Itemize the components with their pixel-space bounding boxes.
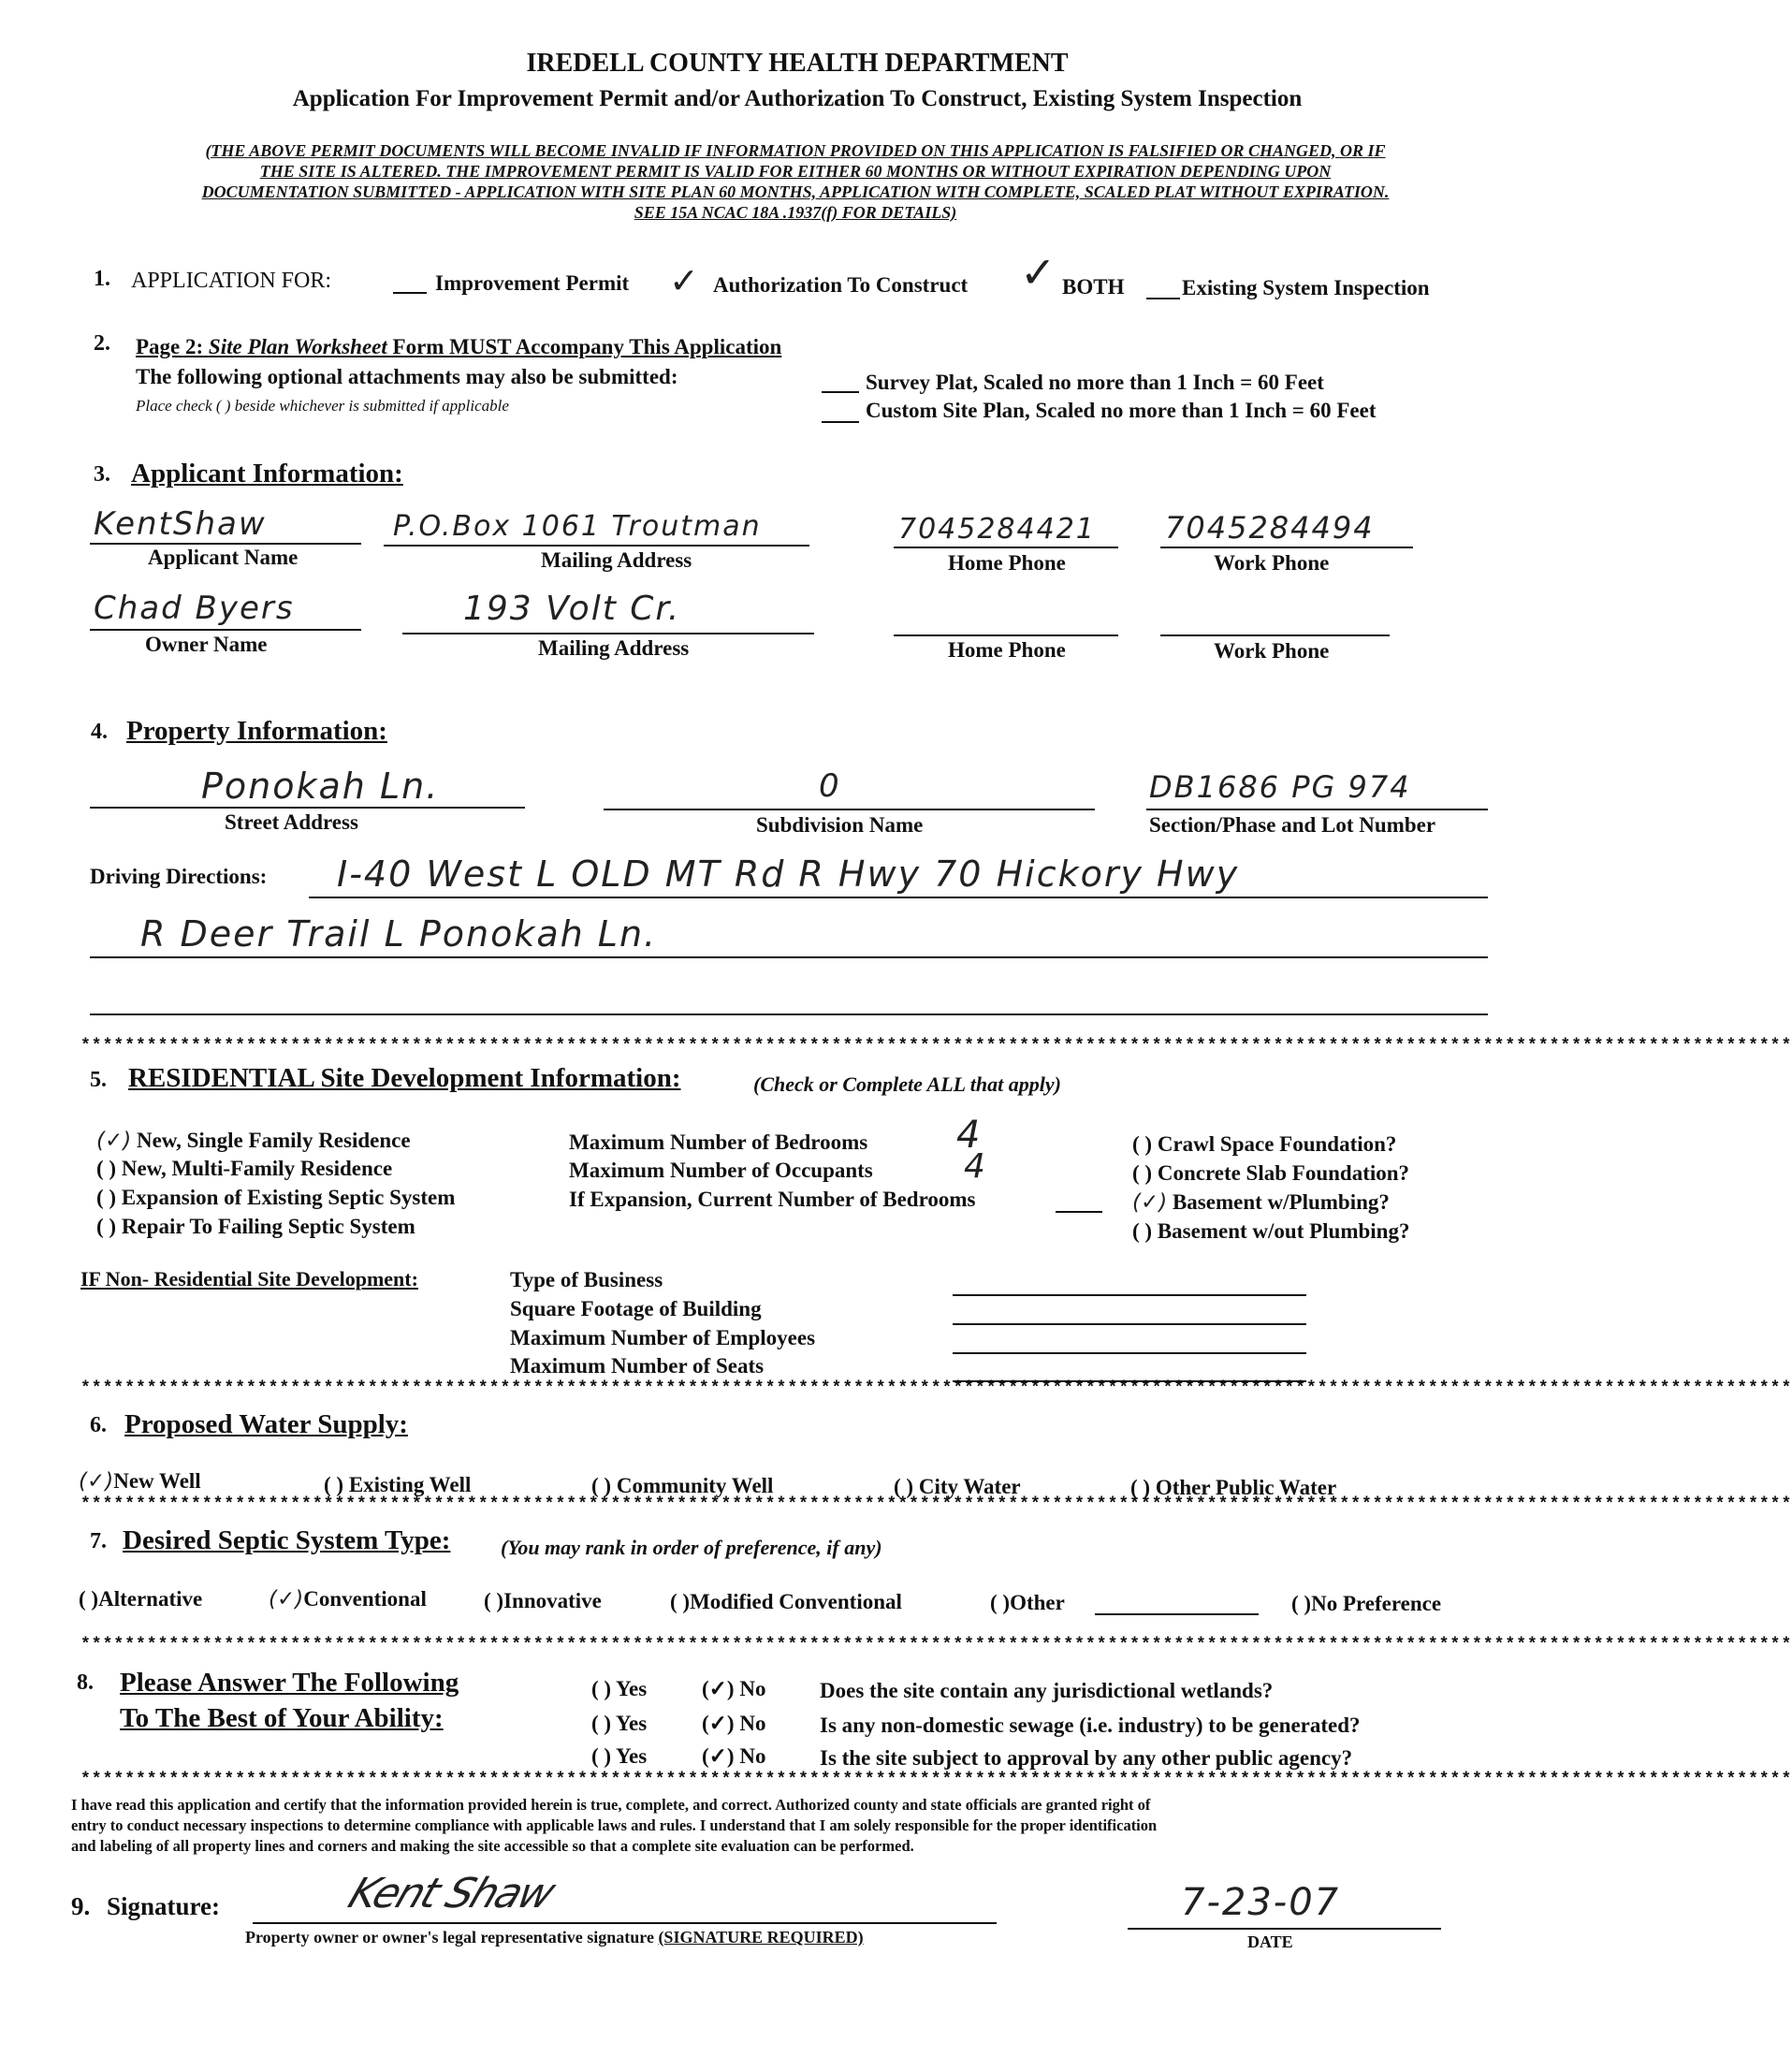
res-label: Repair To Failing Septic System <box>121 1215 415 1238</box>
section7-note: (You may rank in order of preference, if any) <box>501 1536 882 1559</box>
section9-number: 9. <box>71 1892 91 1920</box>
subdivision-label: Subdivision Name <box>756 813 924 837</box>
directions-rule-3 <box>90 1013 1488 1015</box>
check-authorization[interactable]: ✓ <box>669 260 701 301</box>
blank-improvement-permit[interactable] <box>393 292 427 294</box>
owner-name-value[interactable]: Chad Byers <box>94 590 295 627</box>
water-label: Other Public Water <box>1155 1476 1337 1499</box>
res-option-repair[interactable] <box>96 1215 415 1239</box>
option-both: BOTH <box>1062 275 1125 299</box>
owner-work-phone-line[interactable] <box>1160 634 1390 636</box>
water-mark: (✓) <box>79 1469 114 1494</box>
street-address-line <box>90 807 525 809</box>
separator: *********************************************************************************************************************************************************** <box>80 1771 1792 1789</box>
septic-mark: ( ) <box>79 1587 99 1611</box>
applicant-mailing-line <box>384 545 809 547</box>
septic-label: No Preference <box>1311 1592 1442 1615</box>
res-mark: ( ) <box>96 1186 117 1209</box>
water-mark: ( ) <box>894 1475 914 1498</box>
nonres-label: IF Non- Residential Site Development: <box>80 1267 418 1290</box>
warning-block <box>75 140 1516 223</box>
separator: *********************************************************************************************************************************************************** <box>80 1037 1792 1056</box>
warning-line: THE SITE IS ALTERED. THE IMPROVEMENT PERMIT IS VALID FOR EITHER 60 MONTHS OR WITHOUT EXPIRATION DEPENDING UPON <box>259 162 1332 181</box>
section4-number: 4. <box>91 720 108 744</box>
section5-number: 5. <box>90 1068 107 1092</box>
street-address-label: Street Address <box>225 810 358 834</box>
directions-rule-1 <box>309 897 1488 898</box>
applicant-work-phone-line <box>1160 547 1413 548</box>
check-both[interactable]: ✓ <box>1020 247 1058 298</box>
owner-home-phone-label: Home Phone <box>948 638 1066 662</box>
water-label: City Water <box>918 1475 1021 1498</box>
section-lot-line <box>1146 809 1488 810</box>
section4-heading: Property Information: <box>126 716 387 746</box>
foundation-label: Crawl Space Foundation? <box>1157 1132 1397 1156</box>
date-value[interactable]: 7-23-07 <box>1181 1881 1341 1924</box>
applicant-home-phone-line <box>894 547 1118 548</box>
subdivision-value[interactable]: 0 <box>819 767 841 805</box>
water-label: New Well <box>113 1469 201 1493</box>
septic-mark: ( ) <box>990 1591 1011 1614</box>
res-option-multi-family[interactable] <box>96 1157 392 1181</box>
signature-line <box>253 1922 997 1924</box>
blank-existing-system[interactable] <box>1146 298 1180 299</box>
water-existing-well[interactable] <box>324 1473 471 1497</box>
q1-no[interactable]: (✓) No <box>702 1677 766 1700</box>
section3-heading: Applicant Information: <box>131 459 403 488</box>
septic-no-preference[interactable] <box>1291 1592 1441 1616</box>
driving-directions-line1[interactable]: I-40 West L OLD MT Rd R Hwy 70 Hickory Hwy <box>337 853 1240 895</box>
res-label: New, Multi-Family Residence <box>121 1157 393 1180</box>
section1-label: APPLICATION FOR: <box>131 269 332 293</box>
res-mark: (✓) <box>96 1129 132 1153</box>
owner-name-line <box>90 629 361 631</box>
septic-mark: ( ) <box>484 1589 504 1612</box>
option-improvement-permit: Improvement Permit <box>435 271 630 295</box>
septic-other[interactable] <box>990 1591 1065 1615</box>
applicant-work-phone-value[interactable]: 7045284494 <box>1165 510 1375 546</box>
attachments-note: Place check ( ) beside whichever is submitted if applicable <box>136 397 509 415</box>
septic-mark: (✓) <box>269 1587 304 1611</box>
septic-alternative[interactable] <box>79 1587 202 1611</box>
attachments-intro: The following optional attachments may also be submitted: <box>136 365 678 388</box>
signature-caption-text: Property owner or owner's legal representative signature <box>245 1928 659 1947</box>
q3-text: Is the site subject to approval by any other public agency? <box>820 1746 1353 1770</box>
q2-no[interactable]: (✓) No <box>702 1712 766 1735</box>
option-existing-system-inspection: Existing System Inspection <box>1182 276 1430 299</box>
septic-label: Other <box>1010 1591 1065 1614</box>
nonres-max-seats: Maximum Number of Seats <box>510 1354 765 1378</box>
foundation-mark: ( ) <box>1132 1161 1153 1185</box>
separator: *********************************************************************************************************************************************************** <box>80 1636 1792 1655</box>
section6-heading: Proposed Water Supply: <box>124 1409 408 1439</box>
attachment-survey-plat: Survey Plat, Scaled no more than 1 Inch = 60 Feet <box>866 371 1324 394</box>
signature-caption <box>245 1928 864 1947</box>
directions-rule-2 <box>90 956 1488 958</box>
warning-line: SEE 15A NCAC 18A .1937(f) FOR DETAILS) <box>634 203 957 222</box>
date-line <box>1128 1928 1441 1930</box>
nonres-blank-3[interactable] <box>953 1352 1306 1354</box>
septic-other-blank[interactable] <box>1095 1613 1259 1615</box>
section6-number: 6. <box>90 1413 107 1437</box>
water-label: Existing Well <box>348 1473 472 1496</box>
owner-mailing-line <box>402 633 814 634</box>
max-occupants-value[interactable]: 4 <box>964 1147 987 1186</box>
foundation-crawl-space[interactable] <box>1132 1132 1396 1157</box>
applicant-work-phone-label: Work Phone <box>1214 551 1330 575</box>
res-option-expansion[interactable] <box>96 1186 455 1210</box>
option-authorization-to-construct: Authorization To Construct <box>713 273 969 297</box>
section3-number: 3. <box>94 462 110 487</box>
section2-heading-prefix: Page 2: <box>136 335 209 358</box>
section2-heading-suffix: Form MUST Accompany This Application <box>386 335 782 358</box>
foundation-label: Basement w/Plumbing? <box>1172 1190 1390 1214</box>
septic-label: Alternative <box>98 1587 203 1611</box>
septic-modified-conventional[interactable] <box>670 1590 902 1614</box>
max-bedrooms-label: Maximum Number of Bedrooms <box>569 1130 868 1154</box>
warning-line: DOCUMENTATION SUBMITTED - APPLICATION WITH SITE PLAN 60 MONTHS, APPLICATION WITH COMPLETE, SCALED PLAT WITHOUT EXPIRATION. <box>201 182 1390 201</box>
q2-text: Is any non-domestic sewage (i.e. industry) to be generated? <box>820 1713 1361 1737</box>
owner-work-phone-label: Work Phone <box>1214 639 1330 663</box>
owner-name-label: Owner Name <box>145 633 268 656</box>
foundation-basement-plumbing[interactable] <box>1132 1190 1390 1215</box>
signature-label: Signature: <box>107 1892 221 1920</box>
max-occupants-label: Maximum Number of Occupants <box>569 1159 873 1182</box>
separator: *********************************************************************************************************************************************************** <box>80 1379 1792 1398</box>
nonres-square-footage: Square Footage of Building <box>510 1297 762 1320</box>
septic-label: Modified Conventional <box>690 1590 902 1613</box>
nonres-blank-1[interactable] <box>953 1294 1306 1296</box>
water-mark: ( ) <box>324 1473 344 1496</box>
foundation-mark: (✓) <box>1132 1190 1168 1215</box>
res-mark: ( ) <box>96 1157 117 1180</box>
owner-mailing-label: Mailing Address <box>538 636 690 660</box>
foundation-mark: ( ) <box>1132 1219 1153 1243</box>
attachment-custom-site-plan: Custom Site Plan, Scaled no more than 1 Inch = 60 Feet <box>866 399 1377 422</box>
section2-heading-italic: Site Plan Worksheet <box>208 335 387 358</box>
foundation-mark: ( ) <box>1132 1132 1153 1156</box>
applicant-mailing-value[interactable]: P.O.Box 1061 Troutman <box>393 510 762 543</box>
septic-conventional[interactable] <box>269 1587 427 1611</box>
owner-home-phone-line[interactable] <box>894 634 1118 636</box>
nonres-max-employees: Maximum Number of Employees <box>510 1326 816 1349</box>
water-label: Community Well <box>616 1474 774 1497</box>
certification-text <box>71 1795 1157 1857</box>
septic-mark: ( ) <box>1291 1592 1312 1615</box>
applicant-home-phone-value[interactable]: 7045284421 <box>898 513 1096 546</box>
section8-heading-line1: Please Answer The Following <box>120 1668 459 1698</box>
section7-number: 7. <box>90 1529 107 1553</box>
q3-yes[interactable]: ( ) Yes <box>591 1744 648 1768</box>
q1-text: Does the site contain any jurisdictional wetlands? <box>820 1679 1274 1702</box>
separator: *********************************************************************************************************************************************************** <box>80 1495 1792 1514</box>
q1-yes[interactable]: ( ) Yes <box>591 1677 648 1700</box>
section8-number: 8. <box>77 1670 94 1695</box>
certification-line: and labeling of all property lines and corners and making the site accessible so that a complete site evaluation can be performed. <box>71 1837 914 1855</box>
q2-yes[interactable]: ( ) Yes <box>591 1712 648 1735</box>
foundation-concrete-slab[interactable] <box>1132 1161 1409 1186</box>
applicant-name-label: Applicant Name <box>148 546 299 569</box>
expansion-bedrooms-label: If Expansion, Current Number of Bedrooms <box>569 1188 976 1211</box>
warning-line: (THE ABOVE PERMIT DOCUMENTS WILL BECOME INVALID IF INFORMATION PROVIDED ON THIS APPLICATION IS FALSIFIED OR CHANGED, OR IF <box>205 141 1386 160</box>
street-address-value[interactable]: Ponokah Ln. <box>201 766 440 807</box>
res-mark: ( ) <box>96 1215 117 1238</box>
section2-heading <box>136 335 781 359</box>
nonres-type-of-business: Type of Business <box>510 1268 663 1291</box>
septic-innovative[interactable] <box>484 1589 602 1613</box>
water-mark: ( ) <box>591 1474 612 1497</box>
section-lot-label: Section/Phase and Lot Number <box>1149 813 1436 837</box>
expansion-bedrooms-blank[interactable] <box>1056 1211 1102 1213</box>
signature-value[interactable]: Kent Shaw <box>342 1870 561 1917</box>
q3-no[interactable]: (✓) No <box>702 1744 766 1768</box>
applicant-home-phone-label: Home Phone <box>948 551 1066 575</box>
certification-line: entry to conduct necessary inspections to determine compliance with applicable laws and rules. I understand that I am solely responsible for the proper identification <box>71 1816 1158 1834</box>
section2-number: 2. <box>94 331 110 356</box>
water-mark: ( ) <box>1130 1476 1151 1499</box>
res-option-single-family[interactable] <box>96 1129 411 1153</box>
foundation-label: Basement w/out Plumbing? <box>1157 1219 1410 1243</box>
section-lot-value[interactable]: DB1686 PG 974 <box>1149 769 1411 805</box>
applicant-name-value[interactable]: KentShaw <box>94 505 267 543</box>
septic-label: Conventional <box>303 1587 427 1611</box>
signature-required: (SIGNATURE REQUIRED) <box>658 1928 864 1947</box>
nonres-blank-2[interactable] <box>953 1323 1306 1325</box>
section5-heading: RESIDENTIAL Site Development Information: <box>128 1063 681 1093</box>
applicant-mailing-label: Mailing Address <box>541 548 692 572</box>
foundation-basement-no-plumbing[interactable] <box>1132 1219 1409 1244</box>
form-subtitle: Application For Improvement Permit and/or Authorization To Construct, Existing System Inspection <box>292 86 1303 111</box>
water-new-well[interactable] <box>79 1469 201 1494</box>
section7-heading: Desired Septic System Type: <box>123 1525 451 1555</box>
section1-number: 1. <box>94 267 110 291</box>
blank-custom-site-plan[interactable] <box>822 421 859 423</box>
res-label: Expansion of Existing Septic System <box>121 1186 456 1209</box>
section8-heading-line2: To The Best of Your Ability: <box>120 1703 444 1733</box>
blank-survey-plat[interactable] <box>822 391 859 393</box>
date-label: DATE <box>1247 1932 1293 1951</box>
section5-note: (Check or Complete ALL that apply) <box>753 1072 1061 1096</box>
septic-label: Innovative <box>503 1589 602 1612</box>
subdivision-line <box>604 809 1095 810</box>
driving-directions-line2[interactable]: R Deer Trail L Ponokah Ln. <box>140 913 658 955</box>
max-bedrooms-value[interactable]: 4 <box>956 1114 983 1157</box>
res-label: New, Single Family Residence <box>136 1129 411 1152</box>
owner-mailing-value[interactable]: 193 Volt Cr. <box>463 590 681 628</box>
foundation-label: Concrete Slab Foundation? <box>1157 1161 1410 1185</box>
septic-mark: ( ) <box>670 1590 691 1613</box>
applicant-name-line <box>90 543 361 545</box>
form-title: IREDELL COUNTY HEALTH DEPARTMENT <box>526 49 1069 78</box>
certification-line: I have read this application and certify that the information provided herein is true, complete, and correct. Authorized county and state officials are granted right of <box>71 1796 1151 1814</box>
driving-directions-label: Driving Directions: <box>90 865 268 888</box>
